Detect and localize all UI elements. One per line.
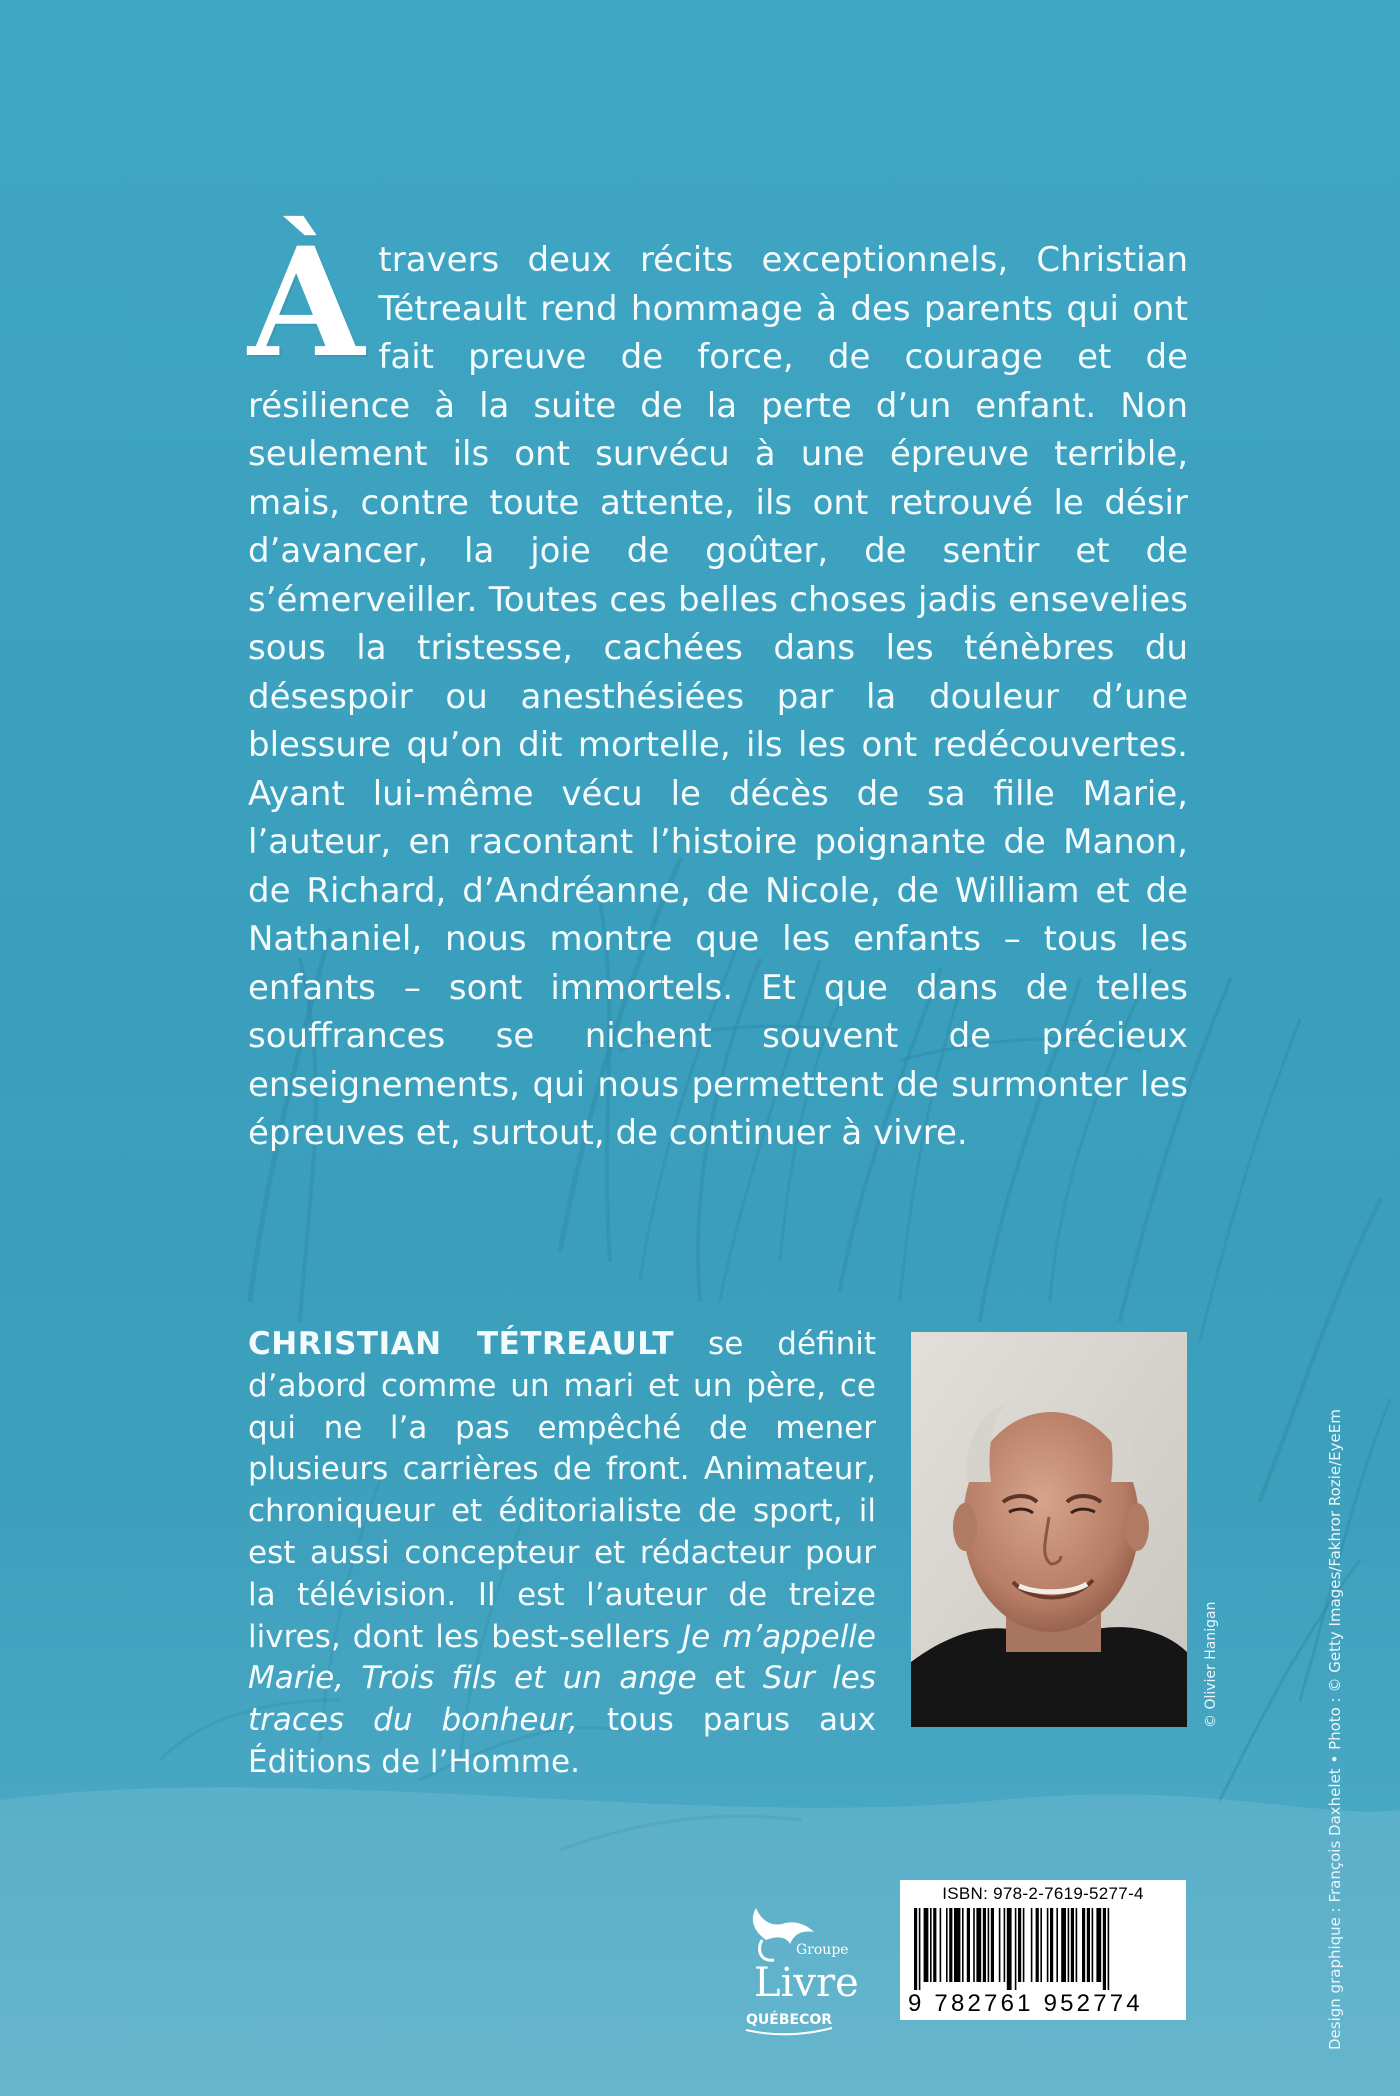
isbn-label: ISBN: 978-2-7619-5277-4: [942, 1884, 1144, 1903]
barcode-bar: [1056, 1908, 1058, 1982]
barcode-bar: [1061, 1908, 1066, 1982]
bio-text-3: tous parus aux Éditions de l’Homme.: [248, 1702, 876, 1780]
barcode-bar: [967, 1908, 970, 1982]
drop-cap: À: [248, 215, 365, 391]
barcode-bar: [1004, 1908, 1006, 1982]
barcode-bar: [919, 1908, 921, 1990]
barcode-bar: [1023, 1908, 1025, 1982]
isbn-barcode: [900, 1880, 1186, 2020]
barcode-bar: [988, 1908, 990, 1982]
barcode-bar: [962, 1908, 964, 1982]
synopsis: [248, 215, 1188, 1158]
barcode-bar: [1036, 1908, 1039, 1982]
author-photo: [911, 1332, 1187, 1727]
book-title-2: Sur les traces du bonheur,: [248, 1660, 876, 1739]
barcode-bar: [946, 1908, 948, 1982]
bio-text-2: et: [696, 1660, 763, 1697]
barcode-bar: [949, 1908, 952, 1982]
barcode-bar: [933, 1908, 936, 1982]
barcode-bar: [1047, 1908, 1049, 1982]
barcode-bar: [1071, 1908, 1074, 1982]
barcode-bar: [1076, 1908, 1078, 1982]
barcode-bar: [1050, 1908, 1053, 1982]
photo-credit: © Olivier Hanigan: [1203, 1601, 1219, 1728]
barcode-bar: [1018, 1908, 1021, 1982]
publisher-logo: [722, 1900, 862, 2040]
barcode-bar: [1031, 1908, 1033, 1982]
author-bio: [248, 1324, 876, 1784]
publisher-group: Groupe: [796, 1942, 849, 1958]
author-name: CHRISTIAN TÉTREAULT: [248, 1326, 675, 1362]
barcode-bar: [924, 1908, 929, 1982]
synopsis-text: travers deux récits exceptionnels, Christian Tétreault rend hommage à des parents qui ont fait preuve de force, de courage et de résilience à la suite de la perte d’un enfant. Non seulement ils ont survécu à une épreuve terrible, mais, contre toute attente, ils ont retrouvé le désir d’avancer, la joie de goûter, de sentir et de s’émerveiller. Toutes ces belles choses jadis ensevelies sous la tristesse, cachées dans les ténèbres du désespoir ou anesthésiées par la douleur d’une blessure qu’on dit mortelle, ils les ont redécouvertes. Ayant lui-même vécu le décès de sa fille Marie, l’auteur, en racontant l’histoire poignante de Manon, de Richard, d’Andréanne, de Nicole, de William et de Nathaniel, nous montre que les enfants – tous les enfants – sont immortels. Et que dans de telles souffrances se nichent souvent de précieux enseignements, qui nous permettent de surmonter les épreuves et, surtout, de continuer à vivre.: [248, 240, 1188, 1153]
publisher-livre: Livre: [754, 1960, 859, 2006]
barcode-bar: [973, 1908, 975, 1982]
barcode-bar: [983, 1908, 986, 1982]
barcode-bar: [940, 1908, 942, 1982]
barcode-bar: [1087, 1908, 1090, 1982]
barcode-bar: [930, 1908, 932, 1982]
barcode-bar: [991, 1908, 994, 1982]
barcode-bar: [1007, 1908, 1012, 1990]
barcode-bar: [1096, 1908, 1101, 1982]
barcode-digits: 9 782761 952774: [908, 1990, 1143, 2017]
bird-icon: [753, 1908, 814, 1944]
publisher-quebecor: QUÉBECOR: [746, 2012, 833, 2028]
barcode-bar: [1040, 1908, 1042, 1982]
barcode-bar: [914, 1908, 917, 1990]
barcode-bar: [976, 1908, 981, 1982]
barcode-bar: [1092, 1908, 1094, 1982]
barcode-bar: [999, 1908, 1001, 1982]
bio-text-1: se définit d’abord comme un mari et un père, ce qui ne l’a pas empêché de mener plusieurs carrières de front. Animateur, chroniqueur et éditorialiste de sport, il est aussi concepteur et rédacteur pour la télévision. Il est l’auteur de treize livres, dont les best-sellers: [248, 1326, 876, 1655]
barcode-bar: [1108, 1908, 1110, 1990]
barcode-bar: [1082, 1908, 1085, 1982]
barcode-bar: [1068, 1908, 1070, 1982]
barcode-bar: [1103, 1908, 1106, 1990]
book-title-1: Je m’appelle Marie, Trois fils et un ange: [248, 1618, 876, 1697]
barcode-bar: [1015, 1908, 1017, 1990]
design-credit: Design graphique : François Daxhelet • Photo : © Getty Images/Fakhror Rozie/EyeEm: [1326, 1409, 1344, 2050]
barcode-bars: [906, 1908, 1180, 1990]
barcode-bar: [954, 1908, 960, 1982]
